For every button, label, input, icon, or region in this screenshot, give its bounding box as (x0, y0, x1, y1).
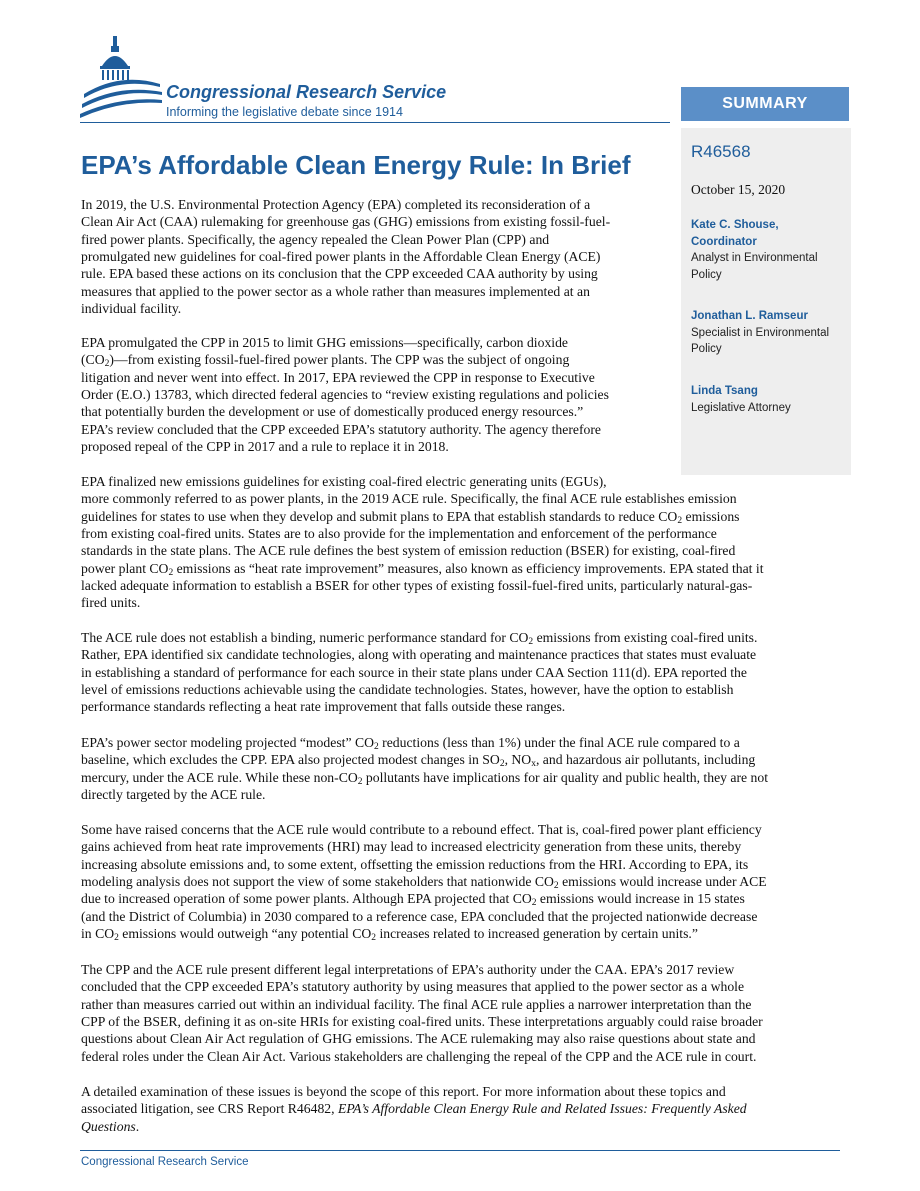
text-line: due to increased operation of some power plants. Although EPA projected that $CO_2$ emissions would increase in 15 states (81, 891, 745, 909)
text-line: from existing coal-fired units. States are to also provide for the implementation and enforcement of the performance (81, 526, 717, 542)
text-line: individual facility. (81, 301, 182, 317)
text-line: associated litigation, see CRS Report R46482, EPA’s Affordable Clean Energy Rule and Related Issues: Frequently Asked (81, 1101, 747, 1117)
text-line: concluded that the CPP exceeded EPA’s statutory authority by using measures that applied to the power sector as a whole (81, 979, 745, 995)
paragraph-7 (81, 961, 843, 1065)
author-block (691, 217, 847, 283)
text-line: federal roles under the Clean Air Act. Various stakeholders are challenging the repeal of the CPP and the ACE rule in court. (81, 1048, 757, 1064)
text-line: Some have raised concerns that the ACE rule would contribute to a rebound effect. That is, coal-fired power plant efficiency (81, 822, 762, 837)
text-line: in $CO_2$ emissions would outweigh “any potential $CO_2$ increases related to increased generation by certain units.” (81, 926, 698, 944)
paragraph-8 (81, 1083, 843, 1135)
author-block (691, 308, 847, 358)
text-line: rule. EPA based these actions on its conclusion that the CPP exceeded CAA authority by using (81, 266, 598, 282)
capitol-dome-icon (80, 32, 162, 124)
text-line: EPA promulgated the CPP in 2015 to limit GHG emissions—specifically, carbon dioxide (81, 335, 569, 350)
text-line: fired units. (81, 595, 141, 611)
report-date: October 15, 2020 (691, 182, 786, 197)
text-line: increasing absolute emissions and, to some extent, offsetting the emission reductions from the HRI. According to EPA, its (81, 856, 749, 872)
report-link[interactable]: EPA’s Affordable Clean Energy Rule and Related Issues: Frequently Asked (338, 1101, 747, 1117)
author-name[interactable]: Kate C. Shouse, (691, 219, 779, 231)
author-role: Specialist in Environmental (691, 326, 830, 339)
author-name[interactable]: Jonathan L. Ramseur (691, 310, 808, 322)
org-tagline: Informing the legislative debate since 1914 (166, 105, 403, 119)
author-name[interactable]: Linda Tsang (691, 385, 758, 397)
summary-tab: SUMMARY (681, 87, 849, 121)
paragraph-4 (81, 629, 843, 716)
text-line: $(CO_2)—from$ existing fossil-fuel-fired power plants. The CPP was the subject of ongoing (81, 352, 570, 370)
text-line: rather than measures carried out within an individual facility. The final ACE rule applies a narrower interpretation than the (81, 996, 752, 1012)
author-role: Analyst in Environmental (691, 252, 818, 264)
text-line: Questions. (81, 1118, 140, 1134)
text-line: proposed repeal of the CPP in 2017 and a rule to replace it in 2018. (81, 439, 449, 455)
text-line: power plant $CO_2$ emissions as “heat rate improvement” measures, also known as efficiency improvements. EPA stated that it (81, 560, 764, 578)
paragraph-5 (81, 734, 843, 803)
text-line: measures that applied to the power sector as a whole rather than measures implemented at an (81, 283, 590, 299)
text-line: standards in the state plans. The ACE rule defines the best system of emission reduction (BSER) for existing, coal-fired (81, 543, 736, 559)
summary-sidebar (681, 128, 851, 475)
text-line: litigation and never went into effect. In 2017, EPA reviewed the CPP in response to Executive (81, 369, 595, 385)
org-name: Congressional Research Service (166, 82, 447, 102)
text-line: more commonly referred to as power plants, in the 2019 ACE rule. Specifically, the final ACE rule establishes emission (81, 491, 737, 507)
paragraph-2 (81, 334, 671, 455)
text-line: In 2019, the U.S. Environmental Protection Agency (EPA) completed its reconsideration of a (81, 197, 591, 212)
text-line: baseline, which excludes the CPP. EPA also projected modest changes in $SO_2$, $NO_x$, and hazardous air pollutants, including (81, 752, 756, 770)
paragraph-3 (81, 473, 843, 612)
text-line: Order (E.O.) 13783, which directed federal agencies to “review existing regulations and policies (81, 387, 609, 403)
text-line: mercury, under the ACE rule. While these non-$CO_2$ pollutants have implications for air quality and public health, they are not (81, 769, 769, 787)
page-title: EPA’s Affordable Clean Energy Rule: In Brief (81, 150, 631, 180)
text-line: questions about Clean Air Act regulation of GHG emissions. The ACE rulemaking may also raise questions about state and (81, 1031, 756, 1047)
text-line: Rather, EPA identified six candidate technologies, along with operating and maintenance practices that states must evaluate (81, 647, 757, 663)
text-line: CPP of the BSER, defining it as on-site HRIs for existing coal-fired units. These interpretations arguably could raise broader (81, 1014, 763, 1030)
text-line: directly targeted by the ACE rule. (81, 787, 266, 803)
author-block (691, 383, 847, 416)
text-line: modeling analysis does not support the view of some stakeholders that nationwide $CO_2$ emissions would increase under ACE (81, 874, 767, 892)
text-line: EPA’s review concluded that the CPP exceeded EPA’s statutory authority. The agency therefore (81, 421, 601, 437)
text-line: Clean Air Act (CAA) rulemaking for greenhouse gas (GHG) emissions from existing fossil-fuel- (81, 214, 611, 230)
text-line: The CPP and the ACE rule present different legal interpretations of EPA’s authority under the CAA. EPA’s 2017 review (81, 962, 735, 977)
text-line: The ACE rule does not establish a binding, numeric performance standard for $CO_2$ emissions from existing coal-fired units. (81, 630, 758, 647)
author-role: Policy (691, 343, 722, 355)
report-number: R46568 (691, 142, 751, 161)
author-title: Coordinator (691, 235, 757, 248)
text-line: promulgated new guidelines for coal-fired power plants in the Affordable Clean Energy (ACE) (81, 249, 601, 265)
text-line: that potentially burden the development or use of domestically produced energy resources.” (81, 404, 584, 420)
text-line: in establishing a standard of performance for each source in their state plans under CAA Section 111(d). EPA reported the (81, 664, 747, 680)
text-line: EPA finalized new emissions guidelines for existing coal-fired electric generating units (EGUs), (81, 474, 607, 489)
crs-logo (80, 32, 480, 127)
text-line: performance standards reflecting a heat rate improvement that falls outside these ranges. (81, 699, 566, 715)
footer-org: Congressional Research Service (81, 1156, 249, 1168)
text-line: gains achieved from heat rate improvements (HRI) may lead to increased electricity generation from these units, thereby (81, 839, 742, 855)
text-line: EPA’s power sector modeling projected “modest” $CO_2$ reductions (less than 1%) under the final ACE rule compared to a (81, 735, 740, 752)
text-line: A detailed examination of these issues is beyond the scope of this report. For more information about these topics and (81, 1084, 726, 1099)
footer-rule (80, 1150, 840, 1151)
author-role: Policy (691, 268, 722, 281)
header-rule (80, 122, 670, 123)
text-line: (and the District of Columbia) in 2030 compared to a reference case, EPA concluded that the projected nationwide decrease (81, 908, 758, 924)
report-link[interactable]: Questions (81, 1118, 136, 1134)
text-line: level of emissions reductions achievable using the candidate technologies. States, however, have the option to establish (81, 682, 734, 698)
text-line: lacked adequate information to establish a BSER for other types of existing fossil-fuel-fired units, particularly natural-gas- (81, 578, 753, 594)
paragraph-1 (81, 196, 671, 317)
text-line: fired power plants. Specifically, the agency repealed the Clean Power Plan (CPP) and (81, 231, 550, 247)
text-line: guidelines for states to use when they develop and submit plans to EPA that establish standards to reduce $CO_2$ emissions (81, 508, 740, 526)
author-role: Legislative Attorney (691, 401, 791, 414)
paragraph-6 (81, 821, 843, 942)
